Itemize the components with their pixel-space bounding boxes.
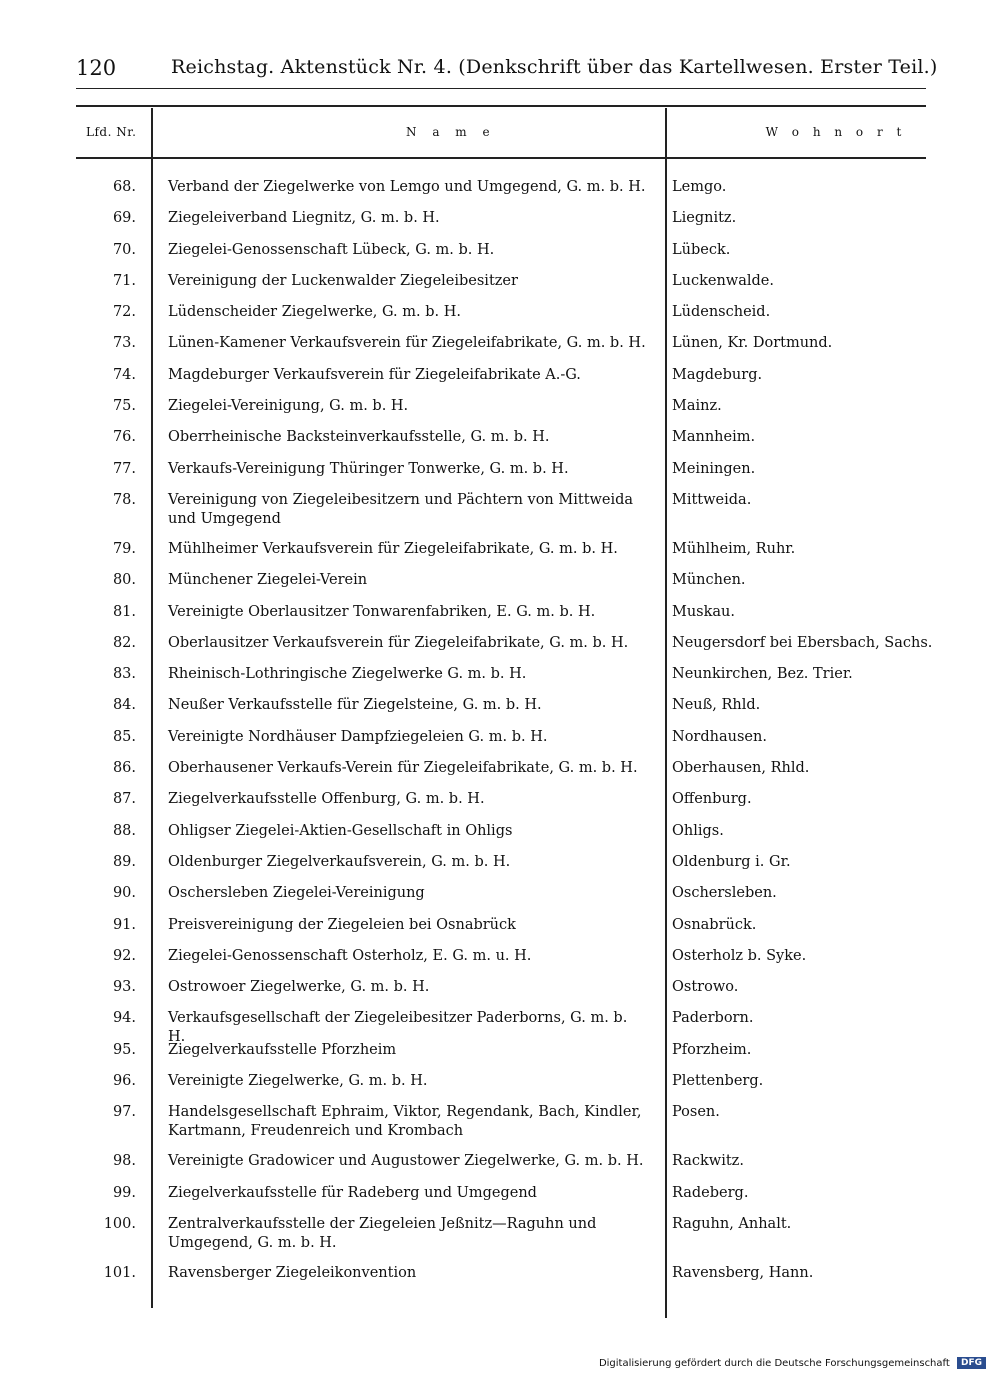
- row-name: Handelsgesellschaft Ephraim, Viktor, Regendank, Bach, Kindler, Kartmann, Freudenreich und Krombach: [168, 1104, 642, 1140]
- row-ort: München.: [672, 572, 746, 589]
- table-row: [76, 632, 936, 663]
- row-ort: Neugersdorf bei Ebersbach, Sachs.: [672, 634, 933, 651]
- row-number: 87.: [112, 791, 136, 808]
- footer-text: Digitalisierung gefördert durch die Deutsche Forschungsgemeinschaft: [598, 1358, 950, 1369]
- row-number: 96.: [112, 1073, 136, 1090]
- table-body: [76, 176, 936, 1293]
- row-ort: Pforzheim.: [672, 1041, 752, 1058]
- row-number: 84.: [112, 697, 136, 714]
- table-row: [76, 270, 936, 301]
- row-ort: Lübeck.: [672, 241, 731, 258]
- row-name: Ziegelverkaufsstelle Offenburg, G. m. b. H.: [168, 791, 485, 808]
- table-row: [76, 1182, 936, 1213]
- row-name: Ohligser Ziegelei-Aktien-Gesellschaft in Ohligs: [168, 822, 513, 839]
- table-row: [76, 976, 936, 1007]
- row-name: Vereinigte Ziegelwerke, G. m. b. H.: [168, 1073, 428, 1090]
- table-row: [76, 1070, 936, 1101]
- table-row: [76, 851, 936, 882]
- row-number: 73.: [112, 335, 136, 352]
- row-number: 85.: [112, 728, 136, 745]
- row-number: 75.: [112, 398, 136, 415]
- row-number: 98.: [112, 1153, 136, 1170]
- row-number: 69.: [112, 210, 136, 227]
- row-ort: Lüdenscheid.: [672, 304, 771, 321]
- row-ort: Mannheim.: [672, 429, 756, 446]
- row-name: Vereinigte Nordhäuser Dampfziegeleien G. m. b. H.: [168, 728, 548, 745]
- table-row: [76, 1007, 936, 1046]
- table-row: [76, 176, 936, 207]
- row-ort: Osterholz b. Syke.: [672, 947, 807, 964]
- row-ort: Rackwitz.: [672, 1153, 744, 1170]
- row-number: 101.: [103, 1264, 136, 1281]
- table-row: [76, 788, 936, 819]
- row-name: Vereinigung der Luckenwalder Ziegeleibesitzer: [168, 272, 518, 289]
- row-name: Verkaufs-Vereinigung Thüringer Tonwerke, G. m. b. H.: [168, 460, 569, 477]
- row-ort: Oschersleben.: [672, 885, 777, 902]
- row-name: Mühlheimer Verkaufsverein für Ziegeleifabrikate, G. m. b. H.: [168, 540, 618, 557]
- table-header-rule: [76, 157, 926, 159]
- row-ort: Radeberg.: [672, 1184, 749, 1201]
- row-number: 79.: [112, 540, 136, 557]
- row-name: Oberlausitzer Verkaufsverein für Ziegeleifabrikate, G. m. b. H.: [168, 634, 629, 651]
- table-row: [76, 663, 936, 694]
- table-row: [76, 458, 936, 489]
- row-name: Ziegelei-Genossenschaft Osterholz, E. G. m. u. H.: [168, 947, 532, 964]
- table-row: [76, 726, 936, 757]
- row-ort: Mühlheim, Ruhr.: [672, 540, 796, 557]
- table-row: [76, 820, 936, 851]
- header-rule: [76, 88, 926, 89]
- row-number: 70.: [112, 241, 136, 258]
- row-name: Rheinisch-Lothringische Ziegelwerke G. m. b. H.: [168, 666, 527, 683]
- row-number: 68.: [112, 179, 136, 195]
- row-name: Münchener Ziegelei-Verein: [168, 572, 368, 589]
- row-ort: Lünen, Kr. Dortmund.: [672, 335, 833, 352]
- row-number: 83.: [112, 666, 136, 683]
- column-header-ort: W o h n o r t: [765, 125, 907, 139]
- row-number: 92.: [112, 947, 136, 964]
- dfg-logo: DFG: [957, 1357, 986, 1369]
- running-head: Reichstag. Aktenstück Nr. 4. (Denkschrift über das Kartellwesen. Erster Teil.): [171, 56, 938, 78]
- row-name: Zentralverkaufsstelle der Ziegeleien Jeßnitz—Raguhn und Umgegend, G. m. b. H.: [168, 1215, 597, 1251]
- row-ort: Neunkirchen, Bez. Trier.: [672, 666, 853, 683]
- row-number: 88.: [112, 822, 136, 839]
- row-name: Neußer Verkaufsstelle für Ziegelsteine, G. m. b. H.: [168, 697, 542, 714]
- row-ort: Plettenberg.: [672, 1073, 764, 1090]
- row-ort: Oldenburg i. Gr.: [672, 853, 791, 870]
- row-ort: Lemgo.: [672, 179, 727, 195]
- row-name: Vereinigte Oberlausitzer Tonwarenfabriken, E. G. m. b. H.: [168, 603, 596, 620]
- table-row: [76, 569, 936, 600]
- row-name: Verband der Ziegelwerke von Lemgo und Umgegend, G. m. b. H.: [168, 179, 646, 195]
- row-ort: Ravensberg, Hann.: [672, 1264, 814, 1281]
- row-ort: Nordhausen.: [672, 728, 767, 745]
- row-name: Oldenburger Ziegelverkaufsverein, G. m. b. H.: [168, 853, 511, 870]
- row-name: Oberrheinische Backsteinverkaufsstelle, G. m. b. H.: [168, 429, 550, 446]
- row-ort: Luckenwalde.: [672, 272, 774, 289]
- row-number: 95.: [112, 1041, 136, 1058]
- row-number: 72.: [112, 304, 136, 321]
- table-row: [76, 426, 936, 457]
- row-name: Ostrowoer Ziegelwerke, G. m. b. H.: [168, 979, 430, 996]
- row-name: Oschersleben Ziegelei-Vereinigung: [168, 885, 425, 902]
- row-ort: Liegnitz.: [672, 210, 737, 227]
- row-name: Lünen-Kamener Verkaufsverein für Ziegeleifabrikate, G. m. b. H.: [168, 335, 646, 352]
- row-ort: Magdeburg.: [672, 366, 763, 383]
- table-top-rule: [76, 105, 926, 107]
- row-ort: Ostrowo.: [672, 979, 739, 996]
- column-header-name: N a m e: [406, 125, 496, 139]
- table-row: [76, 489, 936, 538]
- table-row: [76, 694, 936, 725]
- table-row: [76, 207, 936, 238]
- row-ort: Mittweida.: [672, 491, 752, 508]
- table-row: [76, 1039, 936, 1070]
- table-row: [76, 757, 936, 788]
- row-number: 100.: [103, 1215, 136, 1232]
- row-ort: Osnabrück.: [672, 916, 757, 933]
- row-name: Magdeburger Verkaufsverein für Ziegeleifabrikate A.-G.: [168, 366, 581, 383]
- row-number: 90.: [112, 885, 136, 902]
- row-name: Vereinigung von Ziegeleibesitzern und Pächtern von Mittweida und Umgegend: [168, 491, 634, 527]
- row-name: Ziegeleiverband Liegnitz, G. m. b. H.: [168, 210, 440, 227]
- column-header-nr: Lfd. Nr.: [86, 125, 137, 139]
- table-row: [76, 395, 936, 426]
- table-row: [76, 538, 936, 569]
- row-ort: Neuß, Rhld.: [672, 697, 761, 714]
- row-number: 77.: [112, 460, 136, 477]
- row-ort: Offenburg.: [672, 791, 752, 808]
- row-name: Oberhausener Verkaufs-Verein für Ziegeleifabrikate, G. m. b. H.: [168, 760, 638, 777]
- table-row: [76, 914, 936, 945]
- page-header: [76, 54, 938, 84]
- row-name: Ziegelverkaufsstelle für Radeberg und Umgegend: [168, 1184, 537, 1201]
- row-number: 94.: [112, 1010, 136, 1027]
- table-row: [76, 1262, 936, 1293]
- table-row: [76, 601, 936, 632]
- row-ort: Paderborn.: [672, 1010, 754, 1027]
- row-ort: Meiningen.: [672, 460, 756, 477]
- table-row: [76, 239, 936, 270]
- table-row: [76, 1150, 936, 1181]
- row-number: 82.: [112, 634, 136, 651]
- row-number: 76.: [112, 429, 136, 446]
- row-number: 97.: [112, 1104, 136, 1121]
- row-ort: Raguhn, Anhalt.: [672, 1215, 792, 1232]
- table-header: [76, 108, 926, 158]
- table-row: [76, 1101, 936, 1150]
- row-name: Vereinigte Gradowicer und Augustower Ziegelwerke, G. m. b. H.: [168, 1153, 644, 1170]
- row-number: 78.: [112, 491, 136, 508]
- row-name: Ravensberger Ziegeleikonvention: [168, 1264, 417, 1281]
- row-name: Preisvereinigung der Ziegeleien bei Osnabrück: [168, 916, 516, 933]
- table-row: [76, 332, 936, 363]
- row-ort: Mainz.: [672, 398, 722, 415]
- table-row: [76, 945, 936, 976]
- table-row: [76, 364, 936, 395]
- row-number: 86.: [112, 760, 136, 777]
- row-ort: Posen.: [672, 1104, 720, 1121]
- row-number: 80.: [112, 572, 136, 589]
- row-ort: Muskau.: [672, 603, 736, 620]
- row-name: Lüdenscheider Ziegelwerke, G. m. b. H.: [168, 304, 462, 321]
- row-number: 81.: [112, 603, 136, 620]
- row-name: Ziegelei-Genossenschaft Lübeck, G. m. b. H.: [168, 241, 495, 258]
- row-name: Ziegelei-Vereinigung, G. m. b. H.: [168, 398, 409, 415]
- row-ort: Oberhausen, Rhld.: [672, 760, 810, 777]
- row-number: 71.: [112, 272, 136, 289]
- table-row: [76, 1213, 936, 1262]
- footer-note: [599, 1357, 986, 1369]
- row-name: Verkaufsgesellschaft der Ziegeleibesitzer Paderborns, G. m. b. H.: [168, 1010, 628, 1046]
- row-number: 99.: [112, 1184, 136, 1201]
- row-number: 89.: [112, 853, 136, 870]
- row-number: 74.: [112, 366, 136, 383]
- row-ort: Ohligs.: [672, 822, 724, 839]
- table-row: [76, 301, 936, 332]
- row-number: 93.: [112, 979, 136, 996]
- page-number: 120: [76, 56, 117, 80]
- row-number: 91.: [112, 916, 136, 933]
- table-row: [76, 882, 936, 913]
- row-name: Ziegelverkaufsstelle Pforzheim: [168, 1041, 397, 1058]
